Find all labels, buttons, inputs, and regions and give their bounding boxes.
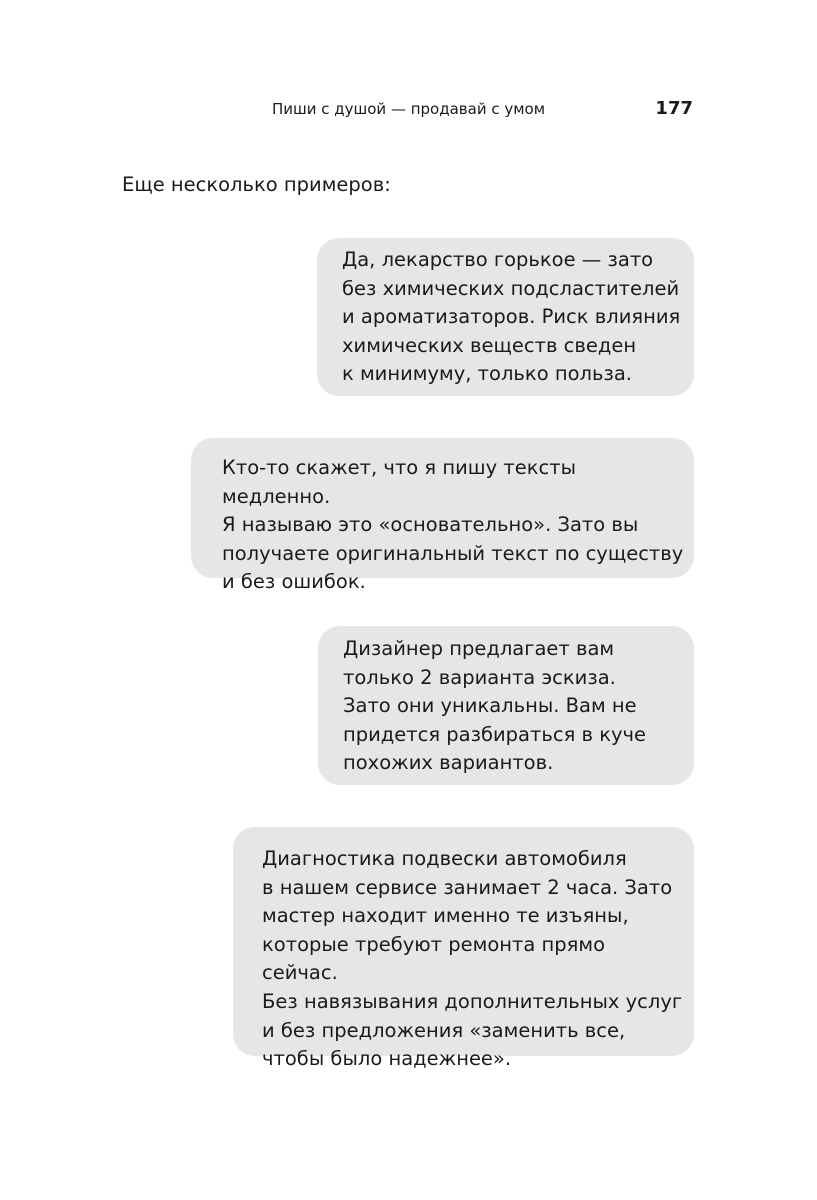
running-header <box>0 98 817 124</box>
example-bubble-designer: Дизайнер предлагает вам только 2 варианта эскиза. Зато они уникальны. Вам не придется разбираться в куче похожих вариантов. <box>318 626 694 785</box>
running-title: Пиши с душой — продавай с умом <box>272 100 546 118</box>
example-bubble-diagnostics: Диагностика подвески автомобиля в нашем сервисе занимает 2 часа. Зато мастер находит именно те изъяны, которые требуют ремонта прямо сейчас. Без навязывания дополнительных услуг и без предложения «заменить все, чтобы было надежнее». <box>233 827 694 1056</box>
intro-text: Еще несколько примеров: <box>122 173 391 196</box>
example-bubble-texts: Кто-то скажет, что я пишу тексты медленно. Я называю это «основательно». Зато вы получаете оригинальный текст по существу и без ошибок. <box>191 438 694 578</box>
page-number: 177 <box>655 98 693 119</box>
example-bubble-medicine: Да, лекарство горькое — зато без химических подсластителей и ароматизаторов. Риск влияния химических веществ сведен к минимуму, только польза. <box>317 238 694 396</box>
